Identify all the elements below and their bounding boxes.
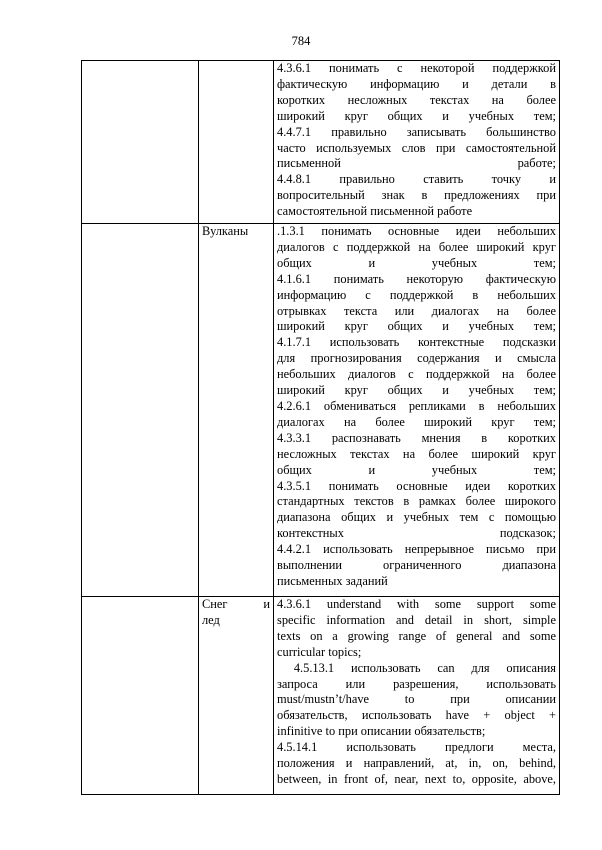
objective-line: 4.1.7.1 использовать контекстные подсказки (277, 335, 556, 350)
objective-line: 4.3.5.1 понимать основные идеи коротких (277, 478, 556, 493)
objective-line: стандартных текстов в рамках более широкого (277, 494, 556, 509)
objective-line: для прогнозирования содержания и смысла (277, 351, 556, 366)
objective-line: вопросительный знак в предложениях при (277, 188, 556, 203)
objective-line: выполнении ограниченного диапазона (277, 558, 556, 573)
objective-line: несложных текстах на более широкий круг (277, 446, 556, 461)
objective-line: 4.4.8.1 правильно ставить точку и (277, 172, 556, 187)
objectives-cell (274, 597, 560, 795)
objective-line: письменных заданий (277, 573, 388, 588)
objective-line: 4.2.6.1 обмениваться репликами в небольших (277, 398, 556, 413)
objective-line: between, in front of, near, next to, opposite, above, (277, 771, 556, 786)
objective-line: письменной работе; (277, 156, 556, 171)
objective-line: широкий круг общих и учебных тем; (277, 383, 556, 398)
topic-label: лед (202, 612, 220, 627)
objective-line: положения и направлений, at, in, on, behind, (277, 756, 556, 771)
objective-line: curricular topics; (277, 644, 362, 659)
objective-line: общих и учебных тем; (277, 462, 556, 477)
table-row (82, 61, 560, 224)
objective-line: часто используемых слов при самостоятельной (277, 140, 556, 155)
objective-line: specific information and detail in short, simple (277, 612, 556, 627)
topic-cell (199, 224, 274, 597)
curriculum-table (81, 60, 560, 795)
topic-label: Вулканы (202, 224, 249, 238)
objective-line: 4.4.2.1 использовать непрерывное письмо при (277, 542, 556, 557)
objective-line: 4.5.13.1 использовать can для описания (277, 660, 556, 675)
objective-line: самостоятельной письменной работе (277, 204, 473, 219)
objective-line: 4.5.14.1 использовать предлоги места, (277, 740, 556, 755)
empty-cell (82, 61, 199, 224)
objective-line: коротких несложных текстах на более (277, 92, 556, 107)
objective-line: диалогах на более широкий круг тем; (277, 414, 556, 429)
objective-line: 4.3.6.1 understand with some support some (277, 597, 556, 611)
objective-line: отрывках текста или диалогах на более (277, 303, 556, 318)
topic-cell (199, 61, 274, 224)
page-number: 784 (291, 34, 311, 48)
objective-line: информацию с поддержкой в небольших (277, 287, 556, 302)
objective-line: 4.1.6.1 понимать некоторую фактическую (277, 271, 556, 286)
objective-line: диапазона общих и учебных тем с помощью (277, 510, 556, 525)
objective-line: запроса или разрешения, использовать (277, 676, 556, 691)
empty-cell (82, 224, 199, 597)
objectives-cell (274, 61, 560, 224)
objective-line: 4.3.6.1 понимать с некоторой поддержкой (277, 61, 556, 75)
empty-cell (82, 597, 199, 795)
objective-line: .1.3.1 понимать основные идеи небольших (277, 224, 556, 238)
table-row (82, 597, 560, 795)
objective-line: общих и учебных тем; (277, 255, 556, 270)
topic-cell (199, 597, 274, 795)
objective-line: контекстных подсказок; (277, 526, 556, 541)
objective-line: 4.4.7.1 правильно записывать большинство (277, 124, 556, 139)
topic-label: Снег и (202, 597, 270, 611)
objectives-cell (274, 224, 560, 597)
table-row (82, 224, 560, 597)
objective-line: texts on a growing range of general and some (277, 628, 556, 643)
objective-line: фактическую информацию и детали в (277, 76, 556, 91)
objective-line: must/mustn’t/have to при описании (277, 692, 556, 707)
objective-line: диалогов с поддержкой на более широкий круг (277, 239, 556, 254)
objective-line: широкий круг общих и учебных тем; (277, 319, 556, 334)
objective-line: infinitive to при описании обязательств; (277, 724, 486, 739)
objective-line: широкий круг общих и учебных тем; (277, 108, 556, 123)
objective-line: небольших диалогов с поддержкой на более (277, 367, 556, 382)
objective-line: обязательств, использовать have + object + (277, 708, 556, 723)
objective-line: 4.3.3.1 распознавать мнения в коротких (277, 430, 556, 445)
